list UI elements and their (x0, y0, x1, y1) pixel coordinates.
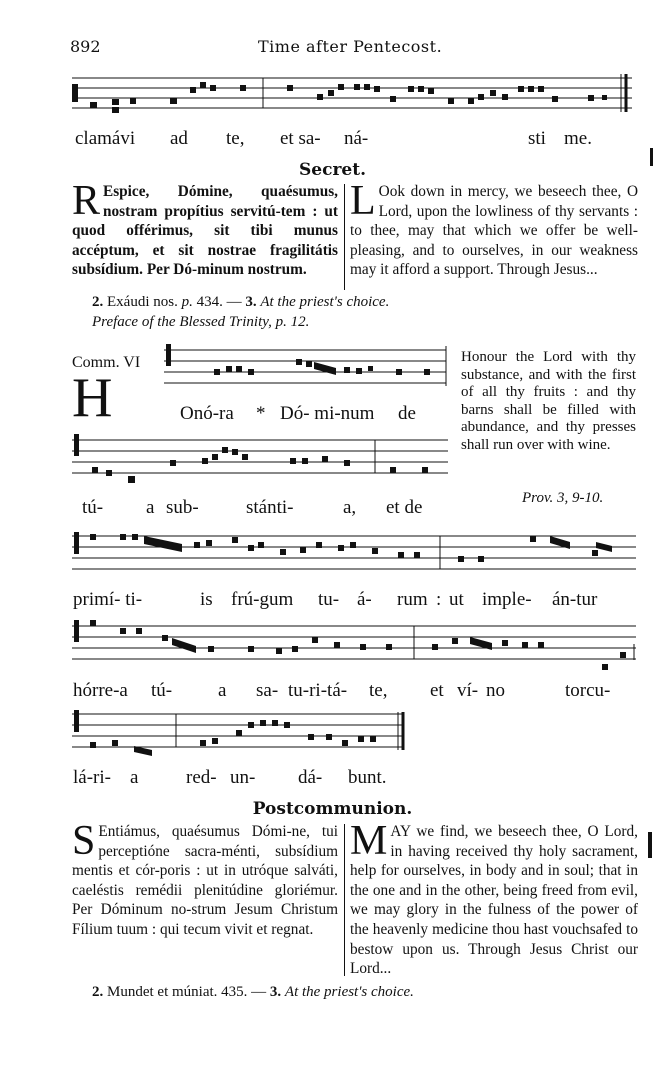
lyric-syllable: : (436, 589, 442, 610)
postcommunion-title: Postcommunion. (252, 799, 413, 819)
lyric-syllable: ad (170, 128, 188, 149)
secret-latin-text: Espice, Dómine, quaésumus, nostram propítius servitú-tem : ut quod offérimus, sit tibi munus accéptum, et sit nostrae fragilitátis subsídium. Per Dó-minum nostrum. (72, 183, 338, 279)
drop-cap: L (350, 178, 376, 224)
secret-title: Secret. (299, 160, 366, 180)
chant-staff-4 (72, 528, 638, 582)
lyric-syllable: a, (343, 497, 357, 518)
lyric-syllable: ut (449, 589, 464, 610)
lyric-syllable: tu-ri-tá- (288, 680, 348, 701)
staff-lines (72, 706, 408, 762)
lyric-syllable: lá-ri- (73, 767, 111, 788)
lyric-syllable: bunt. (348, 767, 387, 788)
secret-english (350, 178, 638, 280)
lyric-syllable: tú- (82, 497, 104, 518)
staff-lines (72, 616, 638, 674)
column-divider (344, 824, 345, 976)
lyric-syllable: a (146, 497, 155, 518)
lyric-syllable: a (218, 680, 227, 701)
lyric-syllable: primí- ti- (73, 589, 143, 610)
secret-latin (72, 178, 338, 280)
lyric-syllable: sub- (166, 497, 199, 518)
staff-lines (72, 430, 452, 486)
lyric-syllable: stánti- (246, 497, 294, 518)
lyric-syllable: hórre-a (73, 680, 128, 701)
staff-lines (72, 528, 638, 582)
scripture-reference: Prov. 3, 9-10. (522, 490, 604, 506)
lyric-syllable: Dó- mi-num (280, 403, 375, 424)
postcommunion-english (350, 818, 638, 979)
communion-label: Comm. VI (72, 354, 141, 371)
lyric-syllable: clamávi (75, 128, 136, 149)
chant-staff-6 (72, 706, 408, 762)
margin-mark (648, 832, 652, 858)
staff-lines (164, 342, 450, 390)
lyric-syllable: ví- (457, 680, 479, 701)
lyric-syllable: et (430, 680, 444, 701)
chant-staff-5 (72, 616, 638, 674)
lyric-syllable: me. (564, 128, 592, 149)
lyric-syllable: de (398, 403, 416, 424)
lyric-syllable: un- (230, 767, 256, 788)
postcommunion-english-text: AY we find, we beseech thee, O Lord, in having received thy holy sacrament, help for ourselves, in body and in soul; that in the one and in the other, being freed from evil, we may glory in the fulness of the power of the heavenly medicine thou hast vouchsafed to bestow upon us. Through Jesus Christ our Lord... (350, 823, 638, 978)
communion-initial: H (72, 367, 113, 429)
lyric-syllable: * (256, 403, 266, 424)
lyric-syllable: torcu- (565, 680, 611, 701)
lyric-syllable: tu- (318, 589, 340, 610)
lyric-syllable: tú- (151, 680, 173, 701)
lyric-syllable: is (200, 589, 213, 610)
lyric-syllable: frú-gum (231, 589, 294, 610)
lyric-syllable: Onó-ra (180, 403, 234, 424)
lyric-syllable: sti (528, 128, 546, 149)
chant-staff-3 (72, 430, 452, 486)
lyric-syllable: a (130, 767, 139, 788)
rubric-line-1: 2. Exáudi nos. p. 434. — 3. At the priest's choice. (92, 294, 390, 310)
lyric-syllable: te, (369, 680, 388, 701)
lyric-syllable: te, (226, 128, 245, 149)
lyric-syllable: án-tur (552, 589, 598, 610)
lyric-syllable: dá- (298, 767, 323, 788)
communion-english: Honour the Lord with thy substance, and with the first of all thy fruits : and thy barns shall be filled with abundance, and thy presses shall run over with wine. (461, 349, 636, 453)
lyric-syllable: sa- (256, 680, 279, 701)
running-title: Time after Pentecost. (258, 37, 443, 56)
lyric-syllable: ná- (344, 128, 369, 149)
staff-lines (72, 72, 638, 122)
lyric-syllable: red- (186, 767, 217, 788)
drop-cap: S (72, 818, 96, 864)
lyric-syllable: imple- (482, 589, 532, 610)
drop-cap: R (72, 178, 101, 224)
rubric-line-2: Preface of the Blessed Trinity, p. 12. (92, 314, 310, 330)
postcommunion-latin-text: Entiámus, quaésumus Dómi-ne, tui perceptióne sacra-ménti, subsídium mentis et cór-poris : ut in utróque salváti, caeléstis remédii plenitúdine gloriémur. Per Dóminum no-strum Jesum Christum Fílium tuum : qui tecum vivit et regnat. (72, 823, 338, 938)
drop-cap: M (350, 818, 388, 864)
rubric-line-3: 2. Mundet et múniat. 435. — 3. At the priest's choice. (92, 984, 414, 1000)
page-number: 892 (70, 37, 101, 56)
column-divider (344, 184, 345, 290)
lyric-syllable: et de (386, 497, 423, 518)
lyric-syllable: et sa- (280, 128, 321, 149)
lyric-syllable: rum (397, 589, 428, 610)
chant-staff-1 (72, 72, 638, 122)
lyric-syllable: á- (357, 589, 372, 610)
chant-staff-2 (164, 342, 450, 390)
secret-english-text: Ook down in mercy, we beseech thee, O Lord, upon the lowliness of thy servants : to thee, may that which we offer be well-pleasing, and to ourselves, in our weakness may it afford a support. Through Jesus... (350, 183, 638, 279)
lyric-syllable: no (486, 680, 505, 701)
postcommunion-latin (72, 818, 338, 940)
